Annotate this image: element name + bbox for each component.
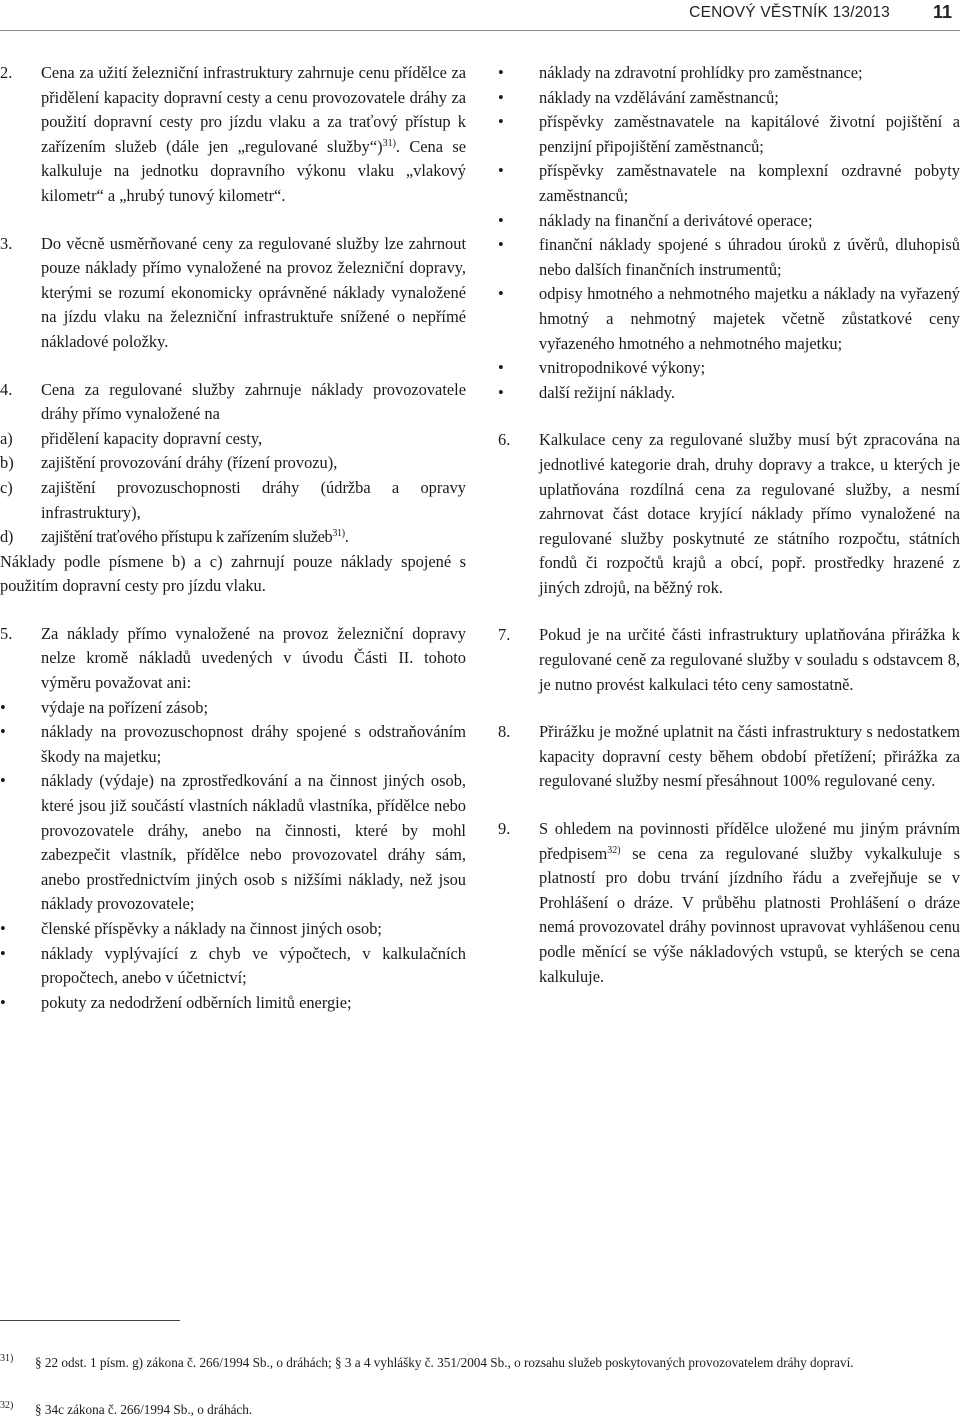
footnote-mark: 32) xyxy=(0,1400,14,1411)
paragraph-number: 2. xyxy=(0,63,13,82)
list-label: b) xyxy=(0,453,14,473)
paragraph-text: Do věcně usměrňované ceny za regulované služby lze zahrnout pouze náklady přímo vynaložené na provoz železniční dopravy, kterými se rozumí ekonomicky oprávněné náklady vynaložené na jízdu vlaku na železniční infrastruktuře snížené o nepřímé nákladové položky. xyxy=(41,233,466,351)
paragraph-text: Přirážku je možné uplatnit na části infrastruktury s nedostatkem kapacity dopravní cesty během období přetížení; přirážka za regulované služby nesmí přesáhnout 100% regulované ceny. xyxy=(539,722,960,791)
paragraph-text: Za náklady přímo vynaložené na provoz železniční dopravy nelze kromě nákladů uvedených v úvodu Části II. tohoto výměru považovat ani: xyxy=(41,623,466,693)
paragraph-number: 7. xyxy=(498,625,511,645)
paragraph-9 xyxy=(498,817,960,989)
list-item: • náklady (výdaje) na zprostředkování a na činnost jiných osob, které jsou již součástí vlastních nákladů vlastníka, přídělce nebo provozovatele dráhy, anebo na činnosti, které by mohl zabezpečit vlastník, přídělce nebo provozovatel dráhy sám, anebo prostřednictvím jiných osob s nižšími náklady, než jsou náklady provozovatele; xyxy=(0,769,466,917)
list-item: • náklady vyplývající z chyb ve výpočtech, v kalkulačních propočtech, anebo v účetnictví; xyxy=(0,942,466,991)
list-item: • náklady na finanční a derivátové operace; xyxy=(498,209,960,234)
bullet-list xyxy=(498,61,960,405)
paragraph-number: 8. xyxy=(498,722,511,742)
list-item xyxy=(0,451,466,476)
footnote-ref: 31) xyxy=(332,528,345,540)
paragraph-5 xyxy=(0,622,466,1016)
paragraph-7 xyxy=(498,623,960,697)
footnote-ref: 32) xyxy=(607,844,621,856)
list-label: d) xyxy=(0,527,13,547)
paragraph-number: 3. xyxy=(0,233,13,253)
paragraph-8 xyxy=(498,720,960,794)
paragraph-text: Kalkulace ceny za regulované služby musí být zpracována na jednotlivé kategorie drah, druhy dopravy a trakce, u kterých je uplatňována rozdílná cena za regulované služby, a nesmí zahrnovat část dotace kryjící náklady přímo vynaložené na regulované služby poskytnuté ze státního rozpočtu, státních fondů či rozpočtů krajů a obcí, popř. prostředky hrazené z jiných zdrojů, na běžný rok. xyxy=(539,430,960,597)
list-item xyxy=(0,476,466,525)
list-item: • vnitropodnikové výkony; xyxy=(498,356,960,381)
paragraph-number: 4. xyxy=(0,379,13,399)
paragraph-text: se cena za regulované služby vykalkuluje s platností pro dobu trvání jízdního řádu a zveřejňuje se v Prohlášení o dráze. V průběhu platnosti Prohlášení o dráze nemá provozovatel dráhy povinnost upravovat vyhlášenou cenu podle měnící se výše nákladových vstupů, se kterých se cena kalkuluje. xyxy=(539,843,960,986)
paragraph-text: . Cena se kalkuluje na jednotku dopravního výkonu vlaku „vlakový kilometr“ a „hrubý tunový kilometr“. xyxy=(41,136,467,205)
paragraph-text: Cena za regulované služby zahrnuje náklady provozovatele dráhy přímo vynaložené na xyxy=(41,379,466,424)
footnote-32 xyxy=(0,1399,960,1420)
list-item: • příspěvky zaměstnavatele na komplexní ozdravné pobyty zaměstnanců; xyxy=(498,159,960,208)
right-column xyxy=(498,61,960,1012)
list-item: • výdaje na pořízení zásob; xyxy=(0,696,466,721)
list-item xyxy=(0,427,466,452)
list-item: • náklady na provozuschopnost dráhy spojené s odstraňováním škody na majetku; xyxy=(0,720,466,769)
paragraph-4 xyxy=(0,378,466,599)
list-label: a) xyxy=(0,428,13,448)
paragraph-3 xyxy=(0,232,466,355)
list-item: • náklady na zdravotní prohlídky pro zaměstnance; xyxy=(498,61,960,86)
paragraph-6 xyxy=(498,428,960,600)
bullet-list xyxy=(0,696,466,1016)
list-item: • příspěvky zaměstnavatele na kapitálové životní pojištění a penzijní připojištění zaměstnanců; xyxy=(498,110,960,159)
list-text: zajištění traťového přístupu k zařízením služeb xyxy=(41,527,333,547)
page-header xyxy=(0,0,960,31)
footnote-divider xyxy=(0,1320,180,1321)
journal-title: CENOVÝ VĚSTNÍK 13/2013 xyxy=(689,4,890,21)
paragraph-number: 5. xyxy=(0,623,13,643)
footnote-31 xyxy=(0,1352,960,1373)
paragraph-text: Náklady podle písmene b) a c) zahrnují pouze náklady spojené s použitím dopravní cesty pro jízdu vlaku. xyxy=(0,551,466,596)
list-item: • náklady na vzdělávání zaměstnanců; xyxy=(498,86,960,111)
list-item: • finanční náklady spojené s úhradou úroků z úvěrů, dluhopisů nebo dalších finančních instrumentů; xyxy=(498,233,960,282)
paragraph-number: 9. xyxy=(498,819,511,839)
list-item: • pokuty za nedodržení odběrních limitů energie; xyxy=(0,991,466,1016)
paragraph-text: Pokud je na určité části infrastruktury uplatňována přirážka k regulované ceně za regulované služby v souladu s odstavcem 8, je nutno provést kalkulaci této ceny samostatně. xyxy=(539,625,960,694)
list-text: zajištění provozování dráhy (řízení provozu), xyxy=(41,453,338,473)
list-item: • další režijní náklady. xyxy=(498,381,960,406)
list-item: • členské příspěvky a náklady na činnost jiných osob; xyxy=(0,917,466,942)
footnote-text: § 22 odst. 1 písm. g) zákona č. 266/1994 Sb., o dráhách; § 3 a 4 vyhlášky č. 351/2004 Sb., o rozsahu služeb poskytovaných provozovatelem dráhy dopraví. xyxy=(35,1355,854,1370)
list-text: přidělení kapacity dopravní cesty, xyxy=(41,428,263,448)
list-text-tail: . xyxy=(344,527,349,547)
footnote-mark: 31) xyxy=(0,1353,14,1364)
footnote-text: § 34c zákona č. 266/1994 Sb., o dráhách. xyxy=(35,1402,253,1417)
paragraph-number: 6. xyxy=(498,430,511,450)
paragraph-text: S ohledem na povinnosti přídělce uložené mu jiným právním předpisem xyxy=(539,819,960,863)
list-item xyxy=(0,525,466,550)
list-text: zajištění provozuschopnosti dráhy (údržba a opravy infrastruktury), xyxy=(41,477,466,522)
footnote-ref: 31) xyxy=(382,137,396,149)
list-item: • odpisy hmotného a nehmotného majetku a náklady na vyřazený hmotný a nehmotný majetek včetně zůstatkové ceny vyřazeného hmotného a nehmotného majetku; xyxy=(498,282,960,356)
list-label: c) xyxy=(0,477,13,497)
paragraph-text: Cena za užití železniční infrastruktury zahrnuje cenu přídělce za přidělení kapacity dopravní cesty a cenu provozovatele dráhy za použití dopravní cesty pro jízdu vlaku a za traťový přístup k zařízením služeb (dále jen „regulované služby“) xyxy=(41,63,466,156)
page-number: 11 xyxy=(932,2,952,22)
paragraph-2 xyxy=(0,61,466,209)
left-column xyxy=(0,61,466,1038)
